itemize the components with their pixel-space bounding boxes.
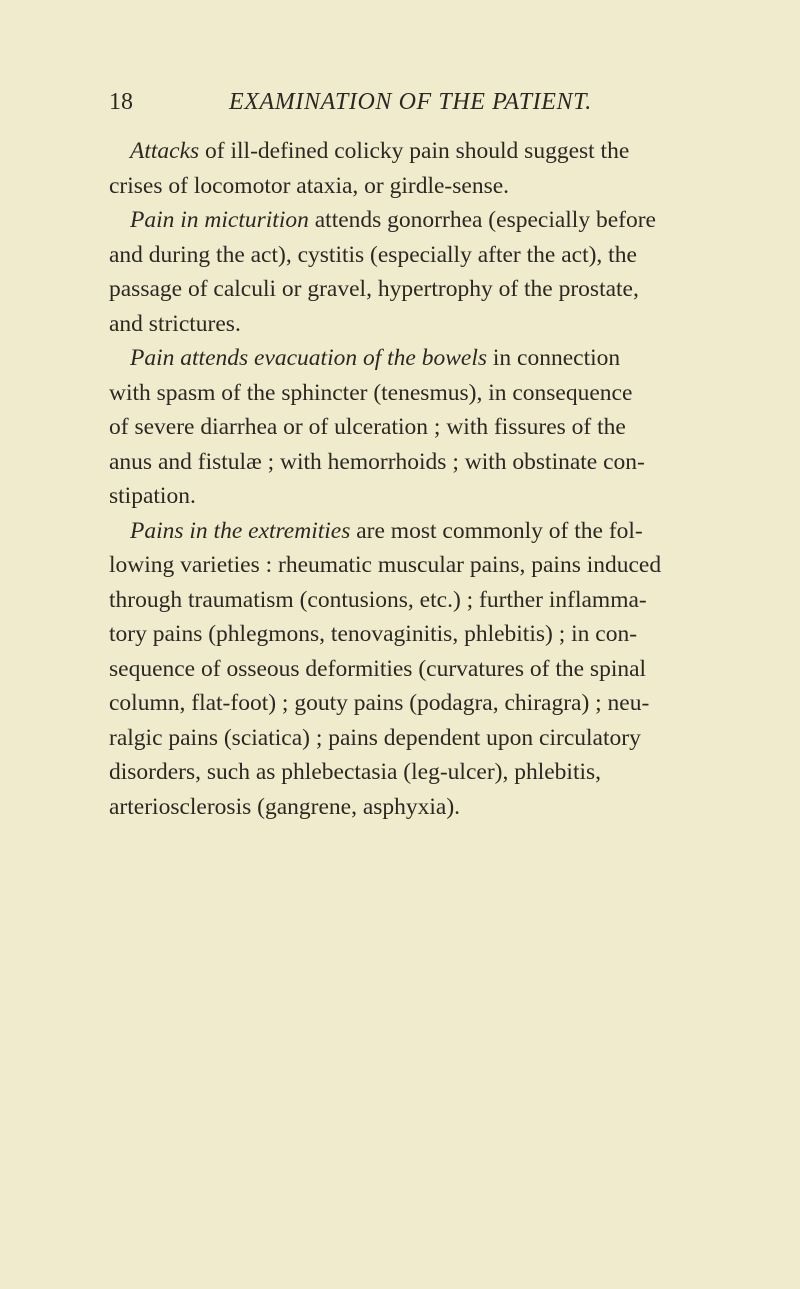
page-number: 18 <box>109 89 133 115</box>
text-line: disorders, such as phlebectasia (leg-ulcer), phlebitis, <box>109 759 602 785</box>
text-line: tory pains (phlegmons, tenovaginitis, phlebitis) ; in con- <box>109 621 638 647</box>
line-text: in connection <box>487 345 621 371</box>
text-line <box>109 134 691 169</box>
text-line: sequence of osseous deformities (curvatures of the spinal <box>109 655 647 682</box>
page-header <box>109 84 684 120</box>
line-text: of ill-defined colicky pain should suggest the <box>199 138 630 164</box>
paragraph-extremities <box>109 514 691 825</box>
text-line <box>109 203 691 238</box>
text-line: through traumatism (contusions, etc.) ; further inflamma- <box>109 586 647 613</box>
text-line: ralgic pains (sciatica) ; pains dependent upon circulatory <box>109 724 641 751</box>
text-line: of severe diarrhea or of ulceration ; with fissures of the <box>109 414 626 440</box>
text-line <box>109 514 691 549</box>
text-line: and during the act), cystitis (especially after the act), the <box>109 241 637 268</box>
paragraph-attacks <box>109 134 691 203</box>
text-line: and strictures. <box>109 310 241 337</box>
text-line: arteriosclerosis (gangrene, asphyxia). <box>109 793 461 820</box>
body-text <box>109 134 691 824</box>
line-text: are most commonly of the fol- <box>350 517 643 544</box>
italic-lead: Pains in the extremities <box>130 517 351 544</box>
running-title: EXAMINATION OF THE PATIENT. <box>229 89 592 115</box>
line-text: attends gonorrhea (especially before <box>308 207 656 233</box>
text-line: stipation. <box>109 483 196 509</box>
italic-lead: Pain attends evacuation of the bowels <box>130 345 488 371</box>
text-line: column, flat-foot) ; gouty pains (podagra, chiragra) ; neu- <box>109 690 650 716</box>
text-line <box>109 341 691 376</box>
paragraph-evacuation <box>109 341 691 514</box>
italic-lead: Attacks <box>130 138 200 164</box>
italic-lead: Pain in micturition <box>130 207 309 233</box>
text-line: with spasm of the sphincter (tenesmus), in consequence <box>109 379 633 406</box>
text-line: passage of calculi or gravel, hypertrophy of the prostate, <box>109 276 639 302</box>
paragraph-micturition <box>109 203 691 341</box>
text-line: lowing varieties : rheumatic muscular pains, pains induced <box>109 552 662 578</box>
text-line: crises of locomotor ataxia, or girdle-sense. <box>109 172 510 199</box>
text-line: anus and fistulæ ; with hemorrhoids ; with obstinate con- <box>109 448 645 475</box>
